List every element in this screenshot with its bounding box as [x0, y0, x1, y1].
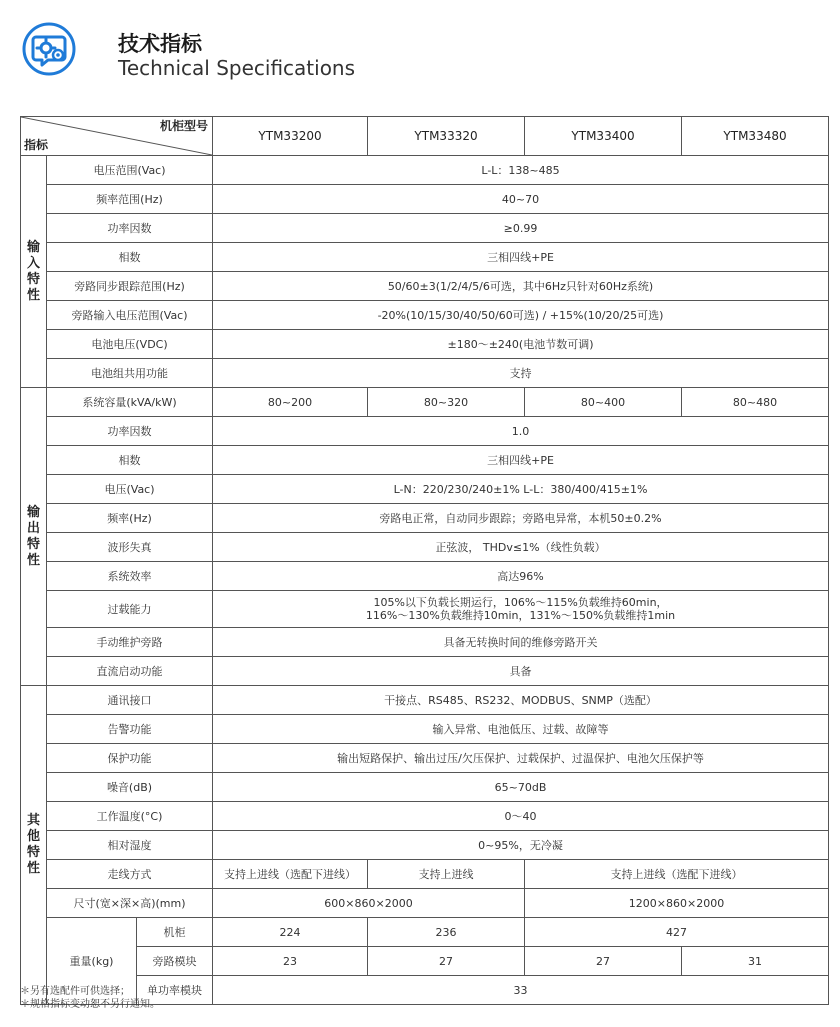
spec-label: 频率范围(Hz)	[47, 185, 213, 214]
table-row	[21, 562, 829, 591]
spec-label: 相数	[47, 446, 213, 475]
spec-value: 具备无转换时间的维修旁路开关	[213, 628, 829, 657]
spec-label: 相对湿度	[47, 831, 213, 860]
table-row	[21, 889, 829, 918]
spec-label: 电压范围(Vac)	[47, 156, 213, 185]
title-chinese: 技术指标	[118, 32, 202, 56]
spec-label: 旁路输入电压范围(Vac)	[47, 301, 213, 330]
spec-label: 过载能力	[47, 591, 213, 628]
spec-value: 支持上进线（选配下进线）	[213, 860, 368, 889]
spec-label: 功率因数	[47, 214, 213, 243]
spec-sublabel: 机柜	[137, 918, 213, 947]
table-row	[21, 301, 829, 330]
table-row	[21, 918, 829, 947]
spec-value: 31	[682, 947, 829, 976]
spec-value: 支持	[213, 359, 829, 388]
spec-value: 1200×860×2000	[525, 889, 829, 918]
group-other-label	[21, 686, 47, 1005]
table-row	[21, 628, 829, 657]
spec-label: 波形失真	[47, 533, 213, 562]
overload-line-1: 105%以下负载长期运行，106%～115%负载维持60min，	[373, 596, 668, 609]
spec-value: 三相四线+PE	[213, 446, 829, 475]
spec-label: 功率因数	[47, 417, 213, 446]
corner-cell	[21, 117, 213, 156]
spec-value: L-N：220/230/240±1% L-L：380/400/415±1%	[213, 475, 829, 504]
spec-label: 电池电压(VDC)	[47, 330, 213, 359]
spec-value: 正弦波， THDv≤1%（线性负载）	[213, 533, 829, 562]
group-output-text: 输 出 特 性	[26, 504, 40, 568]
spec-label: 系统容量(kVA/kW)	[47, 388, 213, 417]
spec-value: 输出短路保护、输出过压/欠压保护、过载保护、过温保护、电池欠压保护等	[213, 744, 829, 773]
spec-value: 支持上进线	[368, 860, 525, 889]
spec-table	[20, 116, 829, 1005]
footnotes	[20, 985, 160, 1011]
table-row	[21, 330, 829, 359]
spec-value	[213, 591, 829, 628]
spec-value: ≥0.99	[213, 214, 829, 243]
spec-sublabel: 单功率模块	[137, 976, 213, 1005]
spec-label: 电池组共用功能	[47, 359, 213, 388]
table-row	[21, 359, 829, 388]
spec-value: 65~70dB	[213, 773, 829, 802]
corner-index-label: 指标	[24, 138, 49, 152]
table-row	[21, 657, 829, 686]
spec-value: 27	[525, 947, 682, 976]
table-row	[21, 860, 829, 889]
group-input-text: 输 入 特 性	[26, 239, 40, 303]
table-row	[21, 156, 829, 185]
spec-value: 23	[213, 947, 368, 976]
table-row	[21, 504, 829, 533]
group-input-label	[21, 156, 47, 388]
spec-value: 40~70	[213, 185, 829, 214]
spec-value: 224	[213, 918, 368, 947]
spec-value: 427	[525, 918, 829, 947]
table-row	[21, 686, 829, 715]
spec-value: 0～40	[213, 802, 829, 831]
page-header	[22, 18, 822, 98]
table-row	[21, 533, 829, 562]
model-header: YTM33480	[682, 117, 829, 156]
spec-label: 系统效率	[47, 562, 213, 591]
spec-label: 频率(Hz)	[47, 504, 213, 533]
spec-value: 1.0	[213, 417, 829, 446]
spec-value: 236	[368, 918, 525, 947]
spec-value: 80~320	[368, 388, 525, 417]
table-row	[21, 591, 829, 628]
spec-value: 高达96%	[213, 562, 829, 591]
model-header: YTM33400	[525, 117, 682, 156]
spec-value: 输入异常、电池低压、过载、故障等	[213, 715, 829, 744]
spec-label: 走线方式	[47, 860, 213, 889]
table-row	[21, 947, 829, 976]
footnote: ＊规格指标变动恕不另行通知。	[20, 999, 160, 1010]
model-header: YTM33320	[368, 117, 525, 156]
spec-value: 0~95%，无冷凝	[213, 831, 829, 860]
spec-value: 干接点、RS485、RS232、MODBUS、SNMP（选配）	[213, 686, 829, 715]
table-row	[21, 715, 829, 744]
spec-value: 80~400	[525, 388, 682, 417]
footnote: ＊另有选配件可供选择；	[20, 986, 130, 997]
corner-model-label: 机柜型号	[160, 119, 209, 133]
spec-label: 电压(Vac)	[47, 475, 213, 504]
spec-value: 27	[368, 947, 525, 976]
table-row	[21, 446, 829, 475]
spec-value: L-L：138~485	[213, 156, 829, 185]
spec-label: 直流启动功能	[47, 657, 213, 686]
spec-label: 工作温度(°C)	[47, 802, 213, 831]
table-row	[21, 773, 829, 802]
spec-value: 50/60±3(1/2/4/5/6可选，其中6Hz只针对60Hz系统)	[213, 272, 829, 301]
spec-sublabel: 旁路模块	[137, 947, 213, 976]
spec-label: 尺寸(宽×深×高)(mm)	[47, 889, 213, 918]
spec-value: 80~480	[682, 388, 829, 417]
model-header: YTM33200	[213, 117, 368, 156]
table-row	[21, 214, 829, 243]
table-header-row	[21, 117, 829, 156]
overload-line-2: 116%～130%负载维持10min，131%～150%负载维持1min	[365, 609, 676, 622]
group-output-label	[21, 388, 47, 686]
table-row	[21, 185, 829, 214]
spec-value: 旁路电正常，自动同步跟踪；旁路电异常，本机50±0.2%	[213, 504, 829, 533]
table-row	[21, 802, 829, 831]
table-row	[21, 272, 829, 301]
table-row	[21, 243, 829, 272]
spec-label: 通讯接口	[47, 686, 213, 715]
table-row	[21, 831, 829, 860]
spec-value: 80~200	[213, 388, 368, 417]
group-other-text: 其 他 特 性	[26, 813, 40, 876]
spec-value: -20%(10/15/30/40/50/60可选) / +15%(10/20/25可选)	[213, 301, 829, 330]
spec-value: ±180～±240(电池节数可调)	[213, 330, 829, 359]
table-row	[21, 388, 829, 417]
spec-label: 旁路同步跟踪范围(Hz)	[47, 272, 213, 301]
title-english: Technical Specifications	[118, 56, 356, 80]
spec-label: 噪音(dB)	[47, 773, 213, 802]
table-row	[21, 475, 829, 504]
spec-label: 告警功能	[47, 715, 213, 744]
spec-value: 600×860×2000	[213, 889, 525, 918]
spec-label: 重量(kg)	[47, 918, 137, 1005]
table-row	[21, 744, 829, 773]
gear-chat-icon	[22, 22, 76, 76]
table-row	[21, 417, 829, 446]
spec-label: 相数	[47, 243, 213, 272]
spec-value: 三相四线+PE	[213, 243, 829, 272]
spec-value: 具备	[213, 657, 829, 686]
spec-label: 保护功能	[47, 744, 213, 773]
spec-value: 33	[213, 976, 829, 1005]
spec-value: 支持上进线（选配下进线）	[525, 860, 829, 889]
spec-label: 手动维护旁路	[47, 628, 213, 657]
